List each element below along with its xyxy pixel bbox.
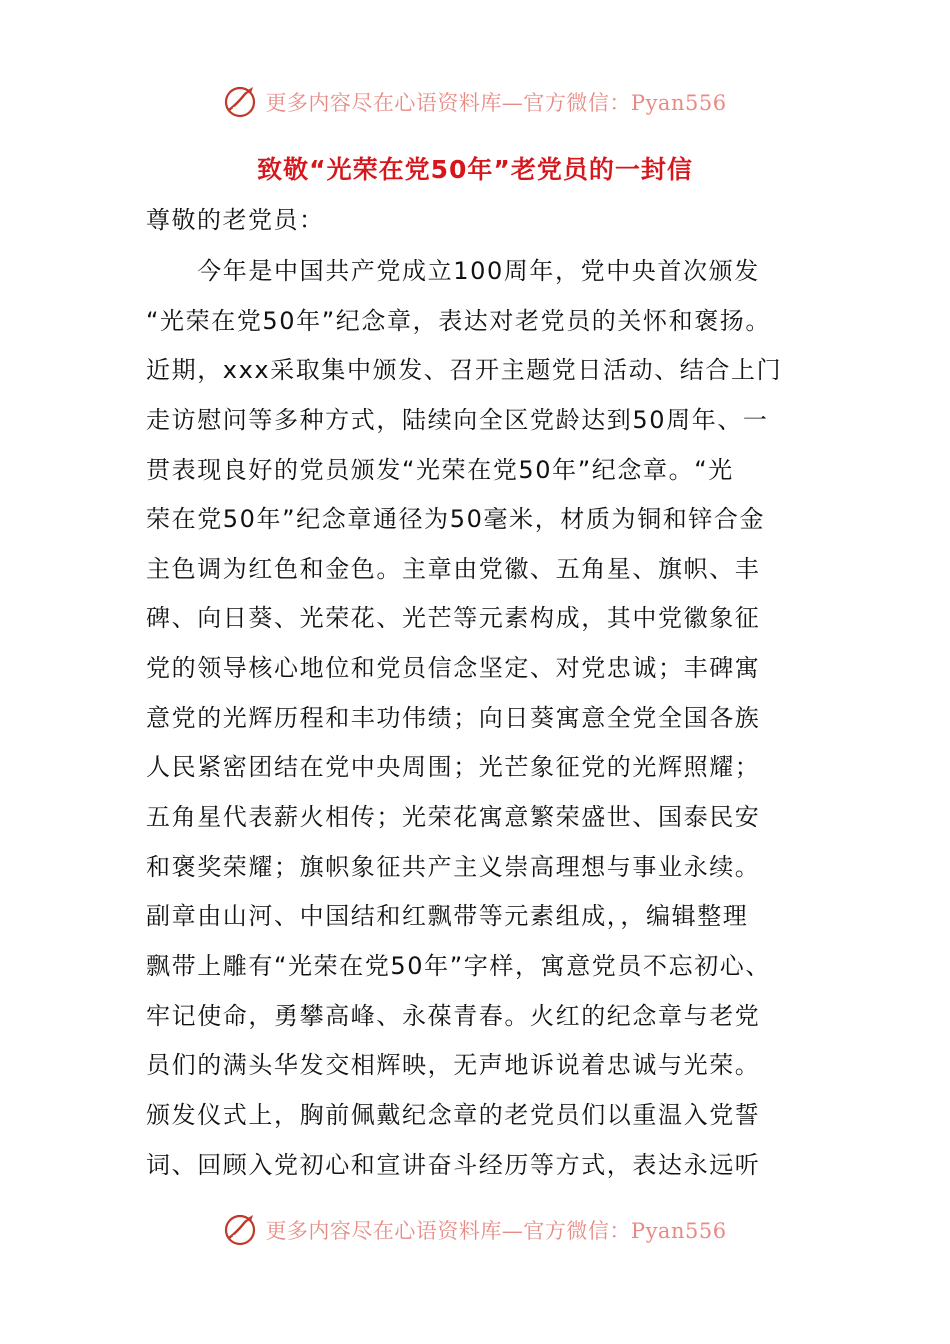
salutation: 尊敬的老党员： <box>146 206 325 234</box>
body-line: 牢记使命，勇攀高峰、永葆青春。火红的纪念章与老党 <box>146 1001 761 1030</box>
pen-logo-icon <box>223 1212 259 1248</box>
body-line: 词、回顾入党初心和宣讲奋斗经历等方式，表达永远听 <box>146 1150 761 1179</box>
banner-text: 更多内容尽在心语资料库—官方微信：Pyan556 <box>265 91 727 115</box>
body-line: 荣在党50年”纪念章通径为50毫米，材质为铜和锌合金 <box>146 505 766 534</box>
body-line: 员们的满头华发交相辉映，无声地诉说着忠诚与光荣。 <box>146 1051 761 1080</box>
body-line: 和褒奖荣耀；旗帜象征共产主义崇高理想与事业永续。 <box>146 852 761 881</box>
body-line: 主色调为红色和金色。主章由党徽、五角星、旗帜、丰 <box>146 554 761 583</box>
body-line: 人民紧密团结在党中央周围；光芒象征党的光辉照耀； <box>146 753 761 782</box>
body-line: 贯表现良好的党员颁发“光荣在党50年”纪念章。“光 <box>146 455 734 484</box>
body-line: 颁发仪式上，胸前佩戴纪念章的老党员们以重温入党誓 <box>146 1100 761 1129</box>
header-banner <box>0 80 950 124</box>
body-line: 意党的光辉历程和丰功伟绩；向日葵寓意全党全国各族 <box>146 703 761 732</box>
body-line: 近期，xxx采取集中颁发、召开主题党日活动、结合上门 <box>146 356 783 385</box>
body-line: 副章由山河、中国结和红飘带等元素组成，，编辑整理 <box>146 902 749 931</box>
body-line: 今年是中国共产党成立100周年，党中央首次颁发 <box>146 257 760 285</box>
body-line: 飘带上雕有“光荣在党50年”字样，寓意党员不忘初心、 <box>146 951 772 980</box>
pen-logo-icon <box>223 84 259 120</box>
body-line: 五角星代表薪火相传；光荣花寓意繁荣盛世、国泰民安 <box>146 803 761 832</box>
banner-text: 更多内容尽在心语资料库—官方微信：Pyan556 <box>265 1219 727 1243</box>
footer-banner <box>0 1208 950 1252</box>
document-title: 致敬“光荣在党50年”老党员的一封信 <box>257 155 693 184</box>
body-line: 碑、向日葵、光荣花、光芒等元素构成，其中党徽象征 <box>146 604 761 633</box>
body-line: 走访慰问等多种方式，陆续向全区党龄达到50周年、一 <box>146 405 769 434</box>
letter-body <box>146 253 846 1196</box>
body-line: “光荣在党50年”纪念章，表达对老党员的关怀和褒扬。 <box>146 306 772 335</box>
body-line: 党的领导核心地位和党员信念坚定、对党忠诚；丰碑寓 <box>146 654 761 683</box>
